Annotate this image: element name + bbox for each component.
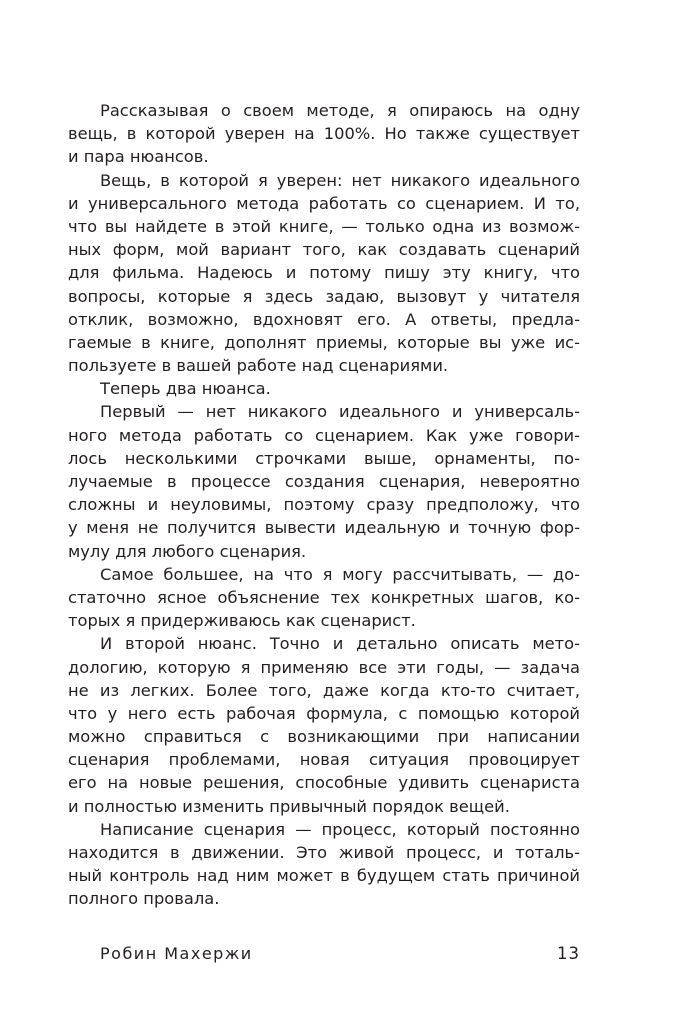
text-line: ный контроль над ним может в будущем стать причиной xyxy=(68,866,580,886)
text-line: пользуете в вашей работе над сценариями. xyxy=(68,356,449,376)
text-line: лось несколькими строчками выше, орнаменты, по- xyxy=(68,448,580,468)
paragraph xyxy=(68,169,580,378)
text-line: полного провала. xyxy=(68,889,220,909)
text-line: и пара нюансов. xyxy=(68,147,209,167)
text-line: мулу для любого сценария. xyxy=(68,541,307,561)
text-line: Теперь два нюанса. xyxy=(100,379,271,399)
text-line: вопросы, которые я здесь задаю, вызовут у читателя xyxy=(68,286,580,306)
text-line: Написание сценария — процесс, который постоянно xyxy=(100,819,580,839)
text-line: его на новые решения, способные удивить сценариста xyxy=(68,773,580,793)
text-line: не из легких. Более того, даже когда кто-то считает, xyxy=(68,680,580,700)
text-line: что у него есть рабочая формула, с помощью которой xyxy=(68,703,580,723)
body-text xyxy=(68,99,580,911)
text-line: торых я придерживаюсь как сценарист. xyxy=(68,611,416,631)
paragraph xyxy=(68,632,580,818)
text-line: Рассказывая о своем методе, я опираюсь на одну xyxy=(100,101,580,120)
text-line: находится в движении. Это живой процесс, и тоталь- xyxy=(68,843,580,862)
paragraph xyxy=(68,99,580,169)
text-line: дологию, которую я применяю все эти годы, — задача xyxy=(68,657,580,677)
page-number: 13 xyxy=(557,944,580,963)
paragraph xyxy=(68,818,580,911)
text-line: вещь, в которой уверен на 100%. Но также существует xyxy=(68,124,580,144)
paragraph xyxy=(68,400,580,562)
paragraph xyxy=(68,563,580,633)
text-line: статочно ясное объяснение тех конкретных шагов, ко- xyxy=(68,587,580,607)
text-line: Вещь, в которой я уверен: нет никакого идеального xyxy=(100,170,580,190)
text-line: и полностью изменить привычный порядок вещей. xyxy=(68,796,510,816)
text-line: Первый — нет никакого идеального и универсаль- xyxy=(100,402,580,422)
text-line: сценария проблемами, новая ситуация провоцирует xyxy=(68,750,580,770)
text-line: отклик, возможно, вдохновят его. А ответы, предла- xyxy=(68,309,580,329)
text-line: и универсального метода работать со сценарием. И то, xyxy=(68,193,580,213)
text-line: у меня не получится вывести идеальную и точную фор- xyxy=(68,518,580,538)
paragraph xyxy=(100,377,580,400)
text-line: ного метода работать со сценарием. Как уже говори- xyxy=(68,425,580,445)
text-line: для фильма. Надеюсь и потому пишу эту книгу, что xyxy=(68,263,580,283)
text-line: И второй нюанс. Точно и детально описать мето- xyxy=(100,634,580,654)
text-line: ных форм, мой вариант того, как создавать сценарий xyxy=(68,240,580,260)
text-line: сложны и неуловимы, поэтому сразу предположу, что xyxy=(68,495,580,515)
text-line: можно справиться с возникающими при написании xyxy=(68,727,580,747)
running-footer-author: Робин Махержи xyxy=(100,944,253,963)
text-line: гаемые в книге, дополнят приемы, которые вы уже ис- xyxy=(68,332,580,352)
text-line: лучаемые в процессе создания сценария, невероятно xyxy=(68,472,580,491)
text-line: что вы найдете в этой книге, — только одна из возмож- xyxy=(68,216,580,236)
text-line: Самое большее, на что я могу рассчитывать, — до- xyxy=(100,564,580,584)
